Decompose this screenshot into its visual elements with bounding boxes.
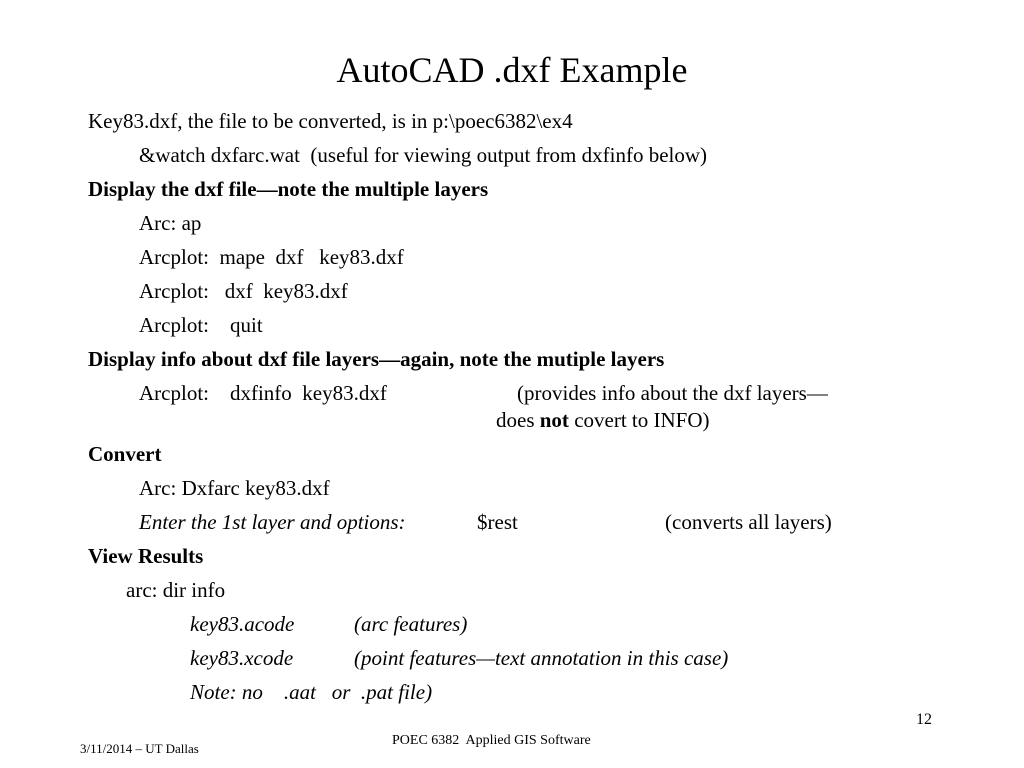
watch-command: &watch dxfarc.wat (useful for viewing output from dxfinfo below) [139, 143, 708, 167]
info-command: Arcplot: dxfinfo key83.dxf [139, 381, 387, 405]
display-heading: Display the dxf file—note the multiple layers [88, 177, 489, 201]
result-file-name: key83.xcode [190, 646, 294, 670]
info-heading: Display info about dxf file layers—again, note the mutiple layers [88, 347, 665, 371]
convert-value: $rest [477, 510, 518, 534]
intro-text: Key83.dxf, the file to be converted, is in p:\poec6382\ex4 [88, 109, 573, 133]
display-command: Arcplot: mape dxf key83.dxf [139, 245, 404, 269]
convert-heading: Convert [88, 442, 162, 466]
page-number: 12 [916, 711, 932, 728]
convert-prompt: Enter the 1st layer and options: [139, 510, 406, 534]
result-file-desc: (arc features) [354, 612, 468, 636]
footer-course: POEC 6382 Applied GIS Software [392, 733, 591, 748]
result-file-desc: (point features—text annotation in this case) [354, 646, 729, 670]
display-command: Arcplot: quit [139, 313, 263, 337]
footer-date: 3/11/2014 – UT Dallas [80, 741, 199, 756]
display-command: Arc: ap [139, 211, 202, 235]
info-note-continued [496, 406, 710, 434]
results-note: Note: no .aat or .pat file) [190, 680, 433, 704]
info-note-post: covert to INFO) [568, 408, 710, 432]
info-note-pre: does [496, 408, 540, 432]
result-file-name: key83.acode [190, 612, 295, 636]
slide-title: AutoCAD .dxf Example [336, 50, 688, 90]
results-heading: View Results [88, 544, 204, 568]
convert-command: Arc: Dxfarc key83.dxf [139, 476, 330, 500]
convert-note: (converts all layers) [665, 510, 832, 534]
display-command: Arcplot: dxf key83.dxf [139, 279, 348, 303]
results-command: arc: dir info [126, 578, 226, 602]
info-note-emphasis: not [539, 408, 569, 432]
info-note: (provides info about the dxf layers— [517, 381, 828, 405]
